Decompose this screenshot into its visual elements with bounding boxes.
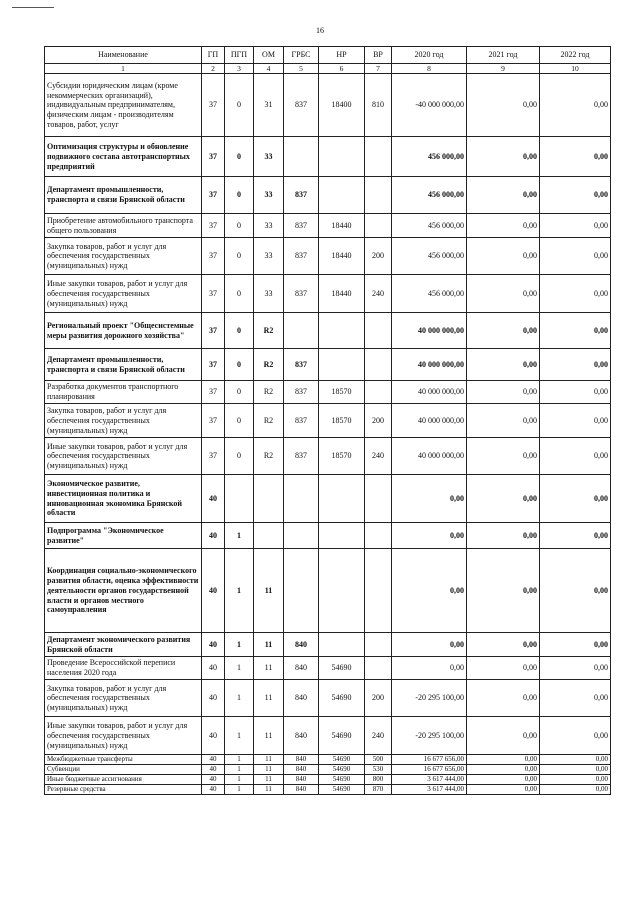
row-grbs [284, 549, 319, 633]
row-nr: 54690 [319, 657, 365, 680]
row-nr: 18440 [319, 214, 365, 238]
row-vr [365, 313, 392, 349]
row-grbs: 837 [284, 438, 319, 475]
row-2020: 16 677 656,00 [392, 755, 467, 765]
row-om: R2 [254, 313, 284, 349]
row-nr [319, 349, 365, 381]
row-grbs: 837 [284, 214, 319, 238]
budget-table [44, 46, 611, 795]
row-grbs: 840 [284, 680, 319, 717]
row-gp: 40 [202, 755, 225, 765]
header-name: Наименование [45, 47, 202, 64]
row-nr: 18440 [319, 275, 365, 313]
row-grbs: 837 [284, 349, 319, 381]
header-2020: 2020 год [392, 47, 467, 64]
row-nr: 54690 [319, 785, 365, 795]
row-name: Межбюджетные трансферты [45, 755, 202, 765]
row-gp: 40 [202, 765, 225, 775]
row-2022: 0,00 [540, 523, 611, 549]
col-number: 9 [467, 64, 540, 74]
row-grbs [284, 475, 319, 523]
row-2020: 40 000 000,00 [392, 438, 467, 475]
row-pgp: 0 [225, 137, 254, 177]
row-vr [365, 137, 392, 177]
row-pgp: 0 [225, 349, 254, 381]
row-gp: 40 [202, 785, 225, 795]
row-2021: 0,00 [467, 475, 540, 523]
row-nr: 18400 [319, 74, 365, 137]
row-2020: 3 617 444,00 [392, 785, 467, 795]
row-pgp: 1 [225, 785, 254, 795]
row-grbs: 840 [284, 765, 319, 775]
row-2021: 0,00 [467, 775, 540, 785]
row-grbs: 837 [284, 381, 319, 404]
row-nr: 54690 [319, 775, 365, 785]
row-2020: 16 677 656,00 [392, 765, 467, 775]
row-2022: 0,00 [540, 214, 611, 238]
row-2022: 0,00 [540, 680, 611, 717]
row-gp: 40 [202, 775, 225, 785]
row-nr [319, 475, 365, 523]
row-name: Разработка документов транспортного планирования [45, 381, 202, 404]
row-vr [365, 214, 392, 238]
row-vr [365, 633, 392, 657]
header-grbs: ГРБС [284, 47, 319, 64]
page-number: 16 [316, 26, 324, 35]
table-row [45, 381, 611, 404]
row-nr: 54690 [319, 755, 365, 765]
row-gp: 40 [202, 549, 225, 633]
row-om: 33 [254, 275, 284, 313]
row-grbs: 837 [284, 74, 319, 137]
col-number: 10 [540, 64, 611, 74]
row-name: Иные закупки товаров, работ и услуг для обеспечения государственных (муниципальных) нужд [45, 438, 202, 475]
row-pgp: 0 [225, 313, 254, 349]
header-vr: ВР [365, 47, 392, 64]
row-om: 11 [254, 633, 284, 657]
row-2022: 0,00 [540, 238, 611, 275]
row-om: 11 [254, 765, 284, 775]
col-number: 6 [319, 64, 365, 74]
row-pgp: 1 [225, 775, 254, 785]
row-vr [365, 549, 392, 633]
table-row [45, 765, 611, 775]
row-name: Закупка товаров, работ и услуг для обеспечения государственных (муниципальных) нужд [45, 404, 202, 438]
row-om: 11 [254, 657, 284, 680]
row-nr [319, 633, 365, 657]
row-2020: 40 000 000,00 [392, 404, 467, 438]
row-2022: 0,00 [540, 765, 611, 775]
table-row [45, 475, 611, 523]
row-2021: 0,00 [467, 523, 540, 549]
row-name: Экономическое развитие, инвестиционная политика и инновационная экономика Брянской области [45, 475, 202, 523]
row-2021: 0,00 [467, 549, 540, 633]
row-2021: 0,00 [467, 785, 540, 795]
row-2020: 40 000 000,00 [392, 349, 467, 381]
row-2021: 0,00 [467, 657, 540, 680]
row-vr: 500 [365, 755, 392, 765]
row-nr: 54690 [319, 717, 365, 755]
row-om: 11 [254, 549, 284, 633]
row-nr: 18570 [319, 404, 365, 438]
row-om: 11 [254, 717, 284, 755]
row-om: 11 [254, 755, 284, 765]
row-vr: 240 [365, 438, 392, 475]
row-vr: 200 [365, 238, 392, 275]
table-row [45, 717, 611, 755]
column-number-row [45, 64, 611, 74]
row-pgp: 1 [225, 523, 254, 549]
row-2021: 0,00 [467, 680, 540, 717]
row-gp: 37 [202, 74, 225, 137]
row-2022: 0,00 [540, 717, 611, 755]
row-2021: 0,00 [467, 633, 540, 657]
row-2022: 0,00 [540, 775, 611, 785]
row-nr: 18570 [319, 381, 365, 404]
table-row [45, 313, 611, 349]
table-row [45, 680, 611, 717]
col-number: 2 [202, 64, 225, 74]
row-2020: -20 295 100,00 [392, 680, 467, 717]
row-2022: 0,00 [540, 349, 611, 381]
row-2020: 456 000,00 [392, 275, 467, 313]
row-2022: 0,00 [540, 755, 611, 765]
row-vr: 800 [365, 775, 392, 785]
row-2021: 0,00 [467, 177, 540, 214]
row-2020: 40 000 000,00 [392, 313, 467, 349]
row-2020: 456 000,00 [392, 177, 467, 214]
row-name: Резервные средства [45, 785, 202, 795]
row-name: Иные бюджетные ассигнования [45, 775, 202, 785]
row-2021: 0,00 [467, 438, 540, 475]
table-row [45, 349, 611, 381]
row-name: Иные закупки товаров, работ и услуг для обеспечения государственных (муниципальных) нужд [45, 717, 202, 755]
col-number: 8 [392, 64, 467, 74]
row-vr [365, 177, 392, 214]
row-nr [319, 313, 365, 349]
row-nr: 18570 [319, 438, 365, 475]
row-om: 11 [254, 785, 284, 795]
row-gp: 37 [202, 275, 225, 313]
row-pgp: 0 [225, 238, 254, 275]
row-nr [319, 137, 365, 177]
row-vr: 240 [365, 717, 392, 755]
row-gp: 37 [202, 177, 225, 214]
row-pgp: 1 [225, 765, 254, 775]
row-gp: 37 [202, 404, 225, 438]
row-om: 33 [254, 238, 284, 275]
table-row [45, 238, 611, 275]
row-nr: 54690 [319, 765, 365, 775]
table-row [45, 775, 611, 785]
table-row [45, 137, 611, 177]
row-pgp: 1 [225, 549, 254, 633]
row-2022: 0,00 [540, 475, 611, 523]
row-2021: 0,00 [467, 717, 540, 755]
row-gp: 37 [202, 137, 225, 177]
table-row [45, 404, 611, 438]
row-vr: 200 [365, 680, 392, 717]
row-gp: 40 [202, 523, 225, 549]
row-grbs: 837 [284, 404, 319, 438]
header-2022: 2022 год [540, 47, 611, 64]
row-grbs: 840 [284, 775, 319, 785]
row-vr [365, 523, 392, 549]
row-name: Координация социально-экономического развития области, оценка эффективности деятельности органов государственной власти и органов местного самоуправления [45, 549, 202, 633]
row-2022: 0,00 [540, 549, 611, 633]
row-2022: 0,00 [540, 74, 611, 137]
table-row [45, 214, 611, 238]
row-vr: 810 [365, 74, 392, 137]
row-2020: -20 295 100,00 [392, 717, 467, 755]
row-nr [319, 177, 365, 214]
row-2020: 0,00 [392, 475, 467, 523]
row-2022: 0,00 [540, 381, 611, 404]
row-2022: 0,00 [540, 438, 611, 475]
table-row [45, 74, 611, 137]
row-vr [365, 657, 392, 680]
row-pgp: 0 [225, 438, 254, 475]
row-2022: 0,00 [540, 137, 611, 177]
row-nr [319, 549, 365, 633]
header-pgp: ПГП [225, 47, 254, 64]
row-om: 11 [254, 680, 284, 717]
row-2021: 0,00 [467, 313, 540, 349]
header-gp: ГП [202, 47, 225, 64]
row-name: Иные закупки товаров, работ и услуг для обеспечения государственных (муниципальных) нужд [45, 275, 202, 313]
table-row [45, 657, 611, 680]
col-number: 5 [284, 64, 319, 74]
row-2020: 456 000,00 [392, 214, 467, 238]
row-gp: 40 [202, 633, 225, 657]
row-pgp: 1 [225, 680, 254, 717]
row-2021: 0,00 [467, 275, 540, 313]
row-om [254, 475, 284, 523]
row-om: 33 [254, 137, 284, 177]
row-2020: 456 000,00 [392, 238, 467, 275]
row-name: Департамент промышленности, транспорта и связи Брянской области [45, 177, 202, 214]
row-pgp: 0 [225, 275, 254, 313]
col-number: 1 [45, 64, 202, 74]
col-number: 4 [254, 64, 284, 74]
row-2020: 40 000 000,00 [392, 381, 467, 404]
row-2021: 0,00 [467, 214, 540, 238]
row-2021: 0,00 [467, 137, 540, 177]
row-grbs [284, 313, 319, 349]
table-row [45, 549, 611, 633]
row-nr: 54690 [319, 680, 365, 717]
row-nr [319, 523, 365, 549]
header-2021: 2021 год [467, 47, 540, 64]
row-2020: 0,00 [392, 633, 467, 657]
table-row [45, 177, 611, 214]
row-name: Субсидии юридическим лицам (кроме некоммерческих организаций), индивидуальным предпринимателям, физическим лицам - производителям товаров, работ, услуг [45, 74, 202, 137]
row-2020: -40 000 000,00 [392, 74, 467, 137]
row-2022: 0,00 [540, 275, 611, 313]
row-pgp: 0 [225, 177, 254, 214]
row-gp: 37 [202, 349, 225, 381]
row-vr: 240 [365, 275, 392, 313]
row-gp: 40 [202, 657, 225, 680]
row-vr [365, 475, 392, 523]
row-om: R2 [254, 438, 284, 475]
table-row [45, 438, 611, 475]
row-gp: 37 [202, 313, 225, 349]
row-gp: 40 [202, 475, 225, 523]
row-grbs: 840 [284, 785, 319, 795]
row-gp: 37 [202, 238, 225, 275]
row-pgp: 0 [225, 74, 254, 137]
table-row [45, 523, 611, 549]
table-row [45, 275, 611, 313]
row-name: Оптимизация структуры и обновление подвижного состава автотранспортных предприятий [45, 137, 202, 177]
header-row [45, 47, 611, 64]
row-2021: 0,00 [467, 381, 540, 404]
row-om [254, 523, 284, 549]
header-nr: НР [319, 47, 365, 64]
row-name: Проведение Всероссийской переписи населения 2020 года [45, 657, 202, 680]
row-pgp: 1 [225, 657, 254, 680]
row-grbs: 837 [284, 275, 319, 313]
row-grbs: 837 [284, 238, 319, 275]
row-om: 11 [254, 775, 284, 785]
row-pgp: 0 [225, 381, 254, 404]
row-name: Департамент экономического развития Брянской области [45, 633, 202, 657]
row-om: R2 [254, 381, 284, 404]
row-grbs [284, 523, 319, 549]
col-number: 3 [225, 64, 254, 74]
row-2022: 0,00 [540, 404, 611, 438]
row-vr: 870 [365, 785, 392, 795]
row-gp: 37 [202, 438, 225, 475]
row-name: Департамент промышленности, транспорта и связи Брянской области [45, 349, 202, 381]
table-row [45, 755, 611, 765]
col-number: 7 [365, 64, 392, 74]
row-om: 33 [254, 214, 284, 238]
row-name: Приобретение автомобильного транспорта общего пользования [45, 214, 202, 238]
row-pgp: 1 [225, 633, 254, 657]
row-grbs: 840 [284, 755, 319, 765]
row-2021: 0,00 [467, 74, 540, 137]
table-row [45, 785, 611, 795]
row-2021: 0,00 [467, 349, 540, 381]
top-left-rule [12, 7, 54, 8]
row-2021: 0,00 [467, 238, 540, 275]
row-gp: 40 [202, 680, 225, 717]
row-2022: 0,00 [540, 177, 611, 214]
row-vr: 200 [365, 404, 392, 438]
row-grbs: 840 [284, 633, 319, 657]
row-2021: 0,00 [467, 404, 540, 438]
header-om: ОМ [254, 47, 284, 64]
row-nr: 18440 [319, 238, 365, 275]
row-2022: 0,00 [540, 785, 611, 795]
row-grbs: 840 [284, 717, 319, 755]
row-2020: 456 000,00 [392, 137, 467, 177]
row-vr: 530 [365, 765, 392, 775]
row-name: Региональный проект "Общесистемные меры развития дорожного хозяйства" [45, 313, 202, 349]
row-2022: 0,00 [540, 313, 611, 349]
row-gp: 37 [202, 381, 225, 404]
row-grbs [284, 137, 319, 177]
row-gp: 40 [202, 717, 225, 755]
row-pgp: 0 [225, 404, 254, 438]
row-2020: 0,00 [392, 657, 467, 680]
table-row [45, 633, 611, 657]
row-name: Подпрограмма "Экономическое развитие" [45, 523, 202, 549]
row-2020: 0,00 [392, 523, 467, 549]
row-2020: 3 617 444,00 [392, 775, 467, 785]
row-pgp: 0 [225, 214, 254, 238]
row-grbs: 840 [284, 657, 319, 680]
row-name: Закупка товаров, работ и услуг для обеспечения государственных (муниципальных) нужд [45, 238, 202, 275]
row-pgp: 1 [225, 755, 254, 765]
row-pgp: 1 [225, 717, 254, 755]
row-grbs: 837 [284, 177, 319, 214]
row-name: Закупка товаров, работ и услуг для обеспечения государственных (муниципальных) нужд [45, 680, 202, 717]
row-gp: 37 [202, 214, 225, 238]
row-2021: 0,00 [467, 765, 540, 775]
row-om: 33 [254, 177, 284, 214]
row-pgp [225, 475, 254, 523]
row-om: R2 [254, 404, 284, 438]
row-2022: 0,00 [540, 633, 611, 657]
table-body [45, 74, 611, 795]
row-vr [365, 381, 392, 404]
row-2022: 0,00 [540, 657, 611, 680]
row-om: R2 [254, 349, 284, 381]
row-vr [365, 349, 392, 381]
row-2020: 0,00 [392, 549, 467, 633]
row-2021: 0,00 [467, 755, 540, 765]
row-om: 31 [254, 74, 284, 137]
row-name: Субвенции [45, 765, 202, 775]
